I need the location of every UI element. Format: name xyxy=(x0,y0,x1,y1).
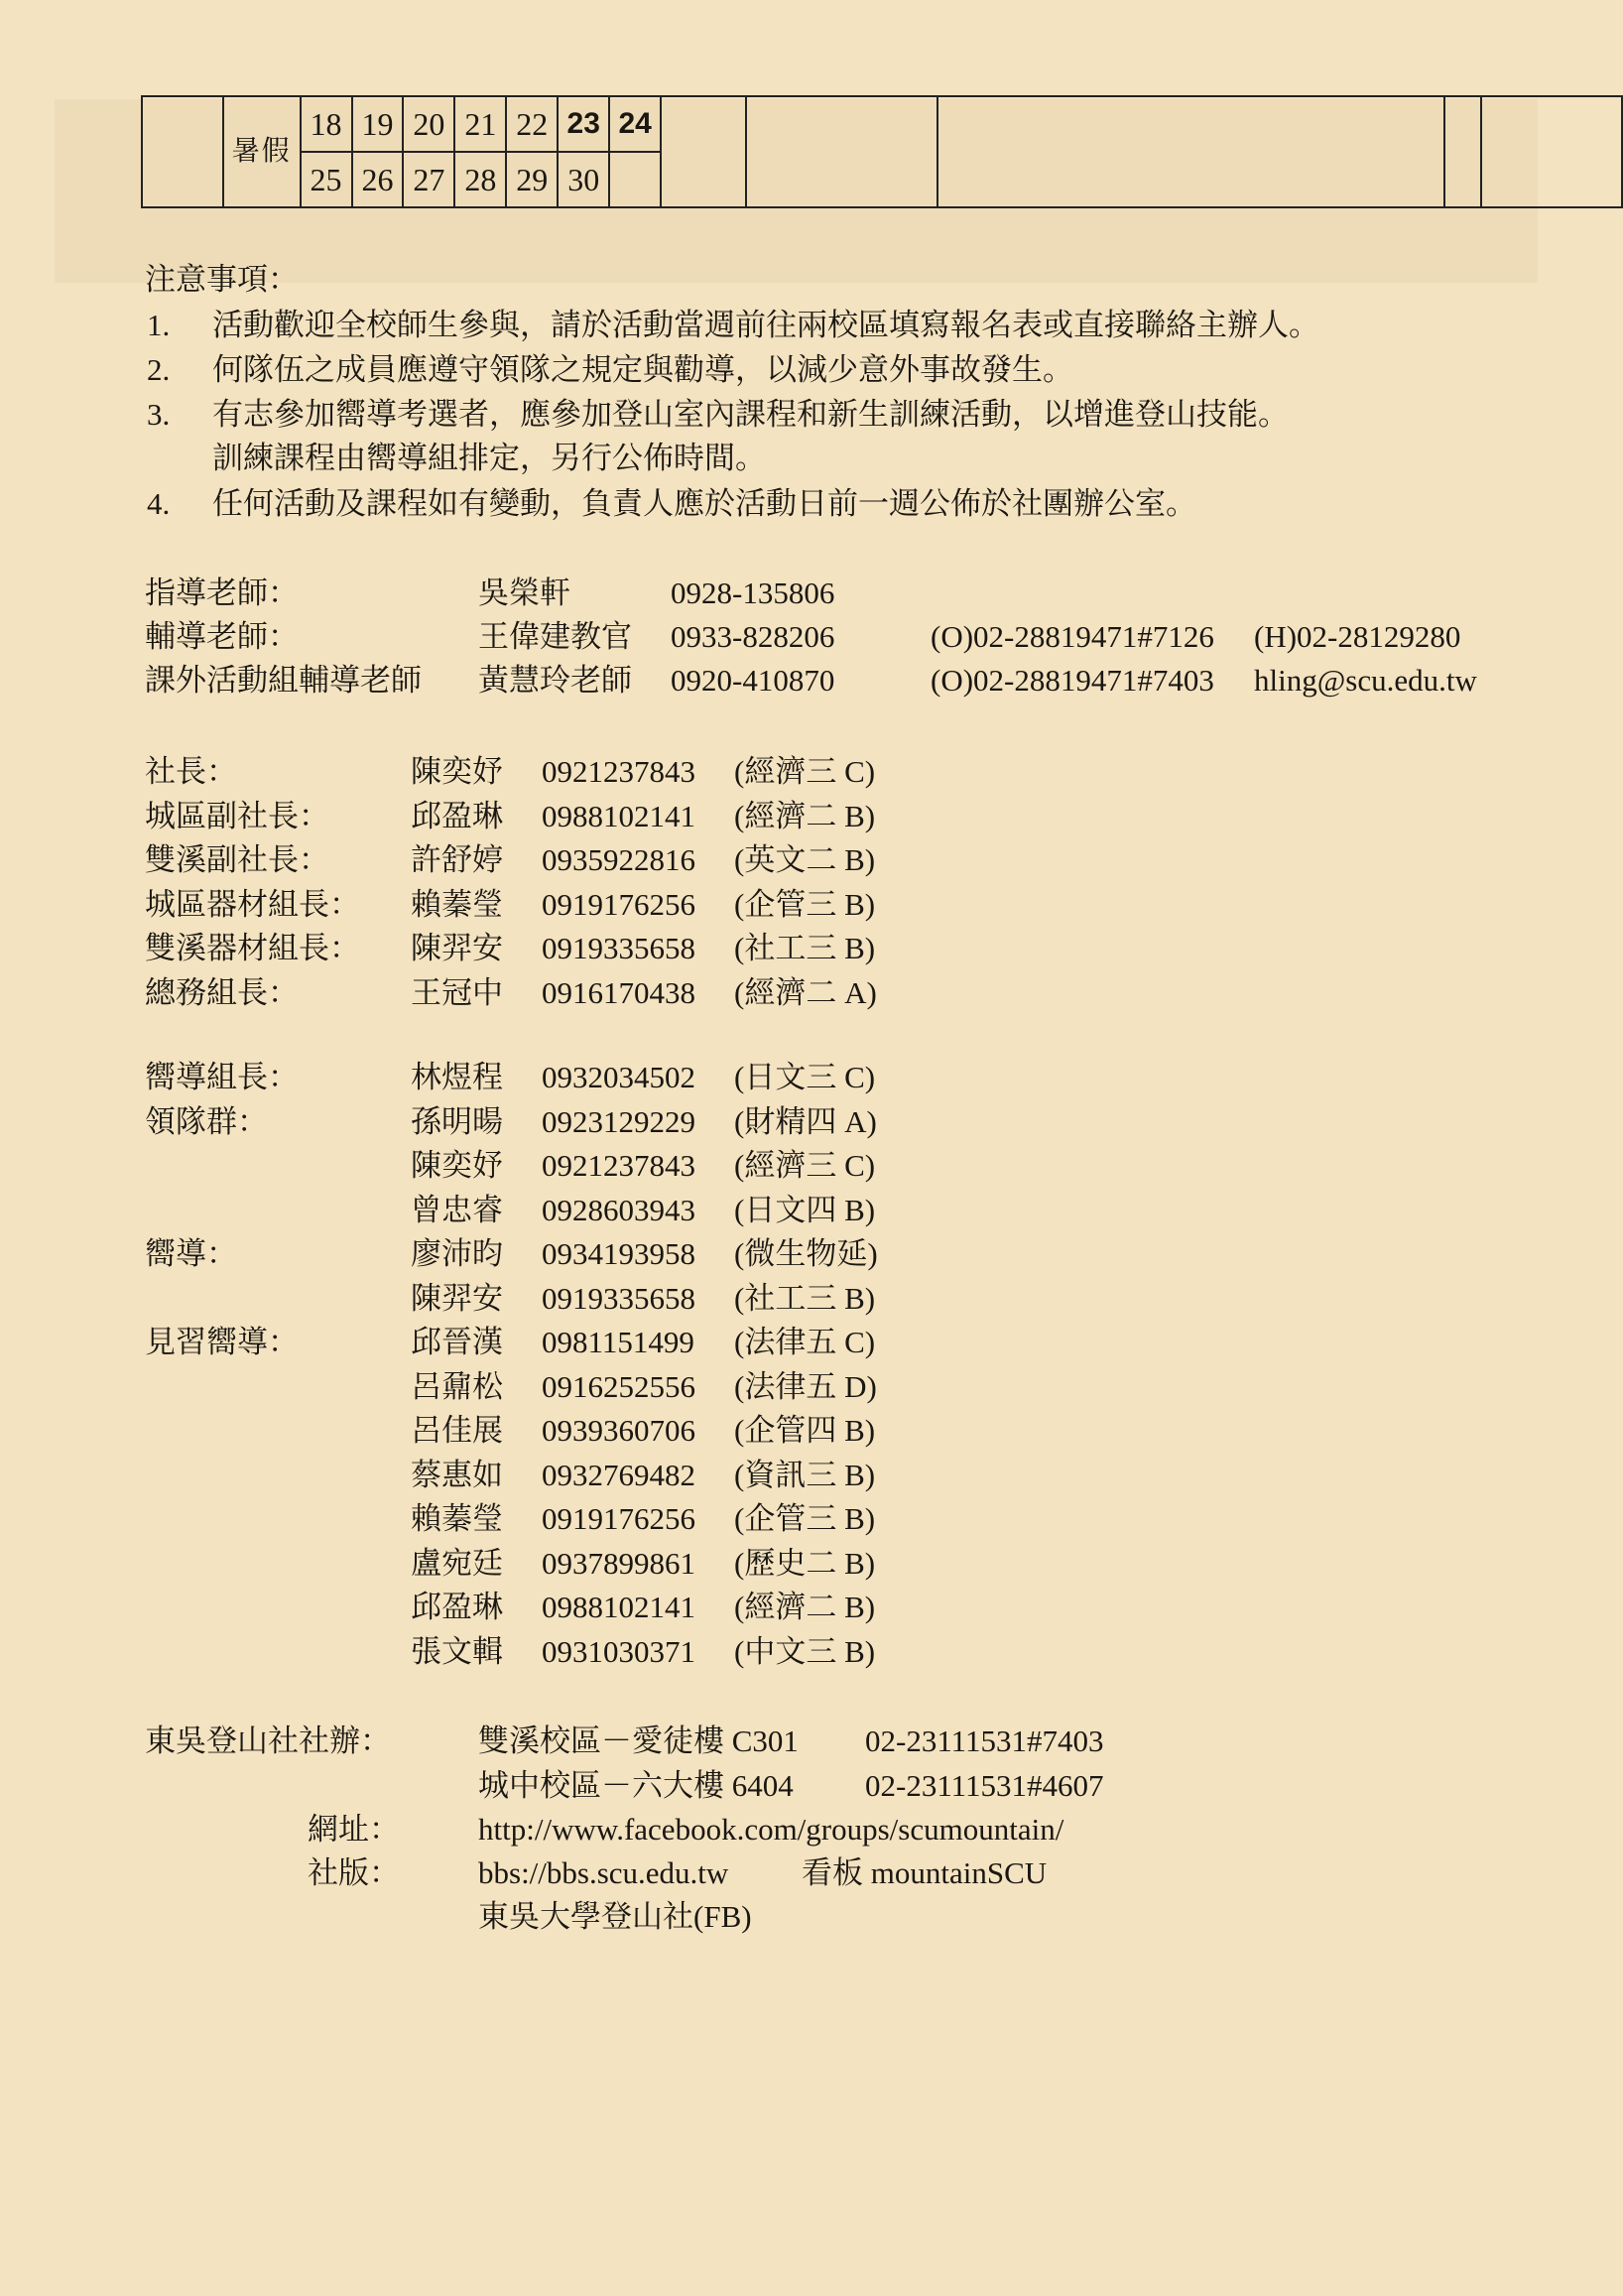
calendar-day xyxy=(609,152,661,207)
roster-dept: (日文三 C) xyxy=(734,1060,876,1094)
advisor-name: 王偉建教官 xyxy=(478,619,632,654)
roster-phone: 0923129229 xyxy=(542,1103,695,1139)
club-office-1: 雙溪校區－愛徒樓 C301 xyxy=(478,1723,799,1758)
bbs-link[interactable]: bbs://bbs.scu.edu.tw xyxy=(478,1855,729,1890)
roster-role: 嚮導組長： xyxy=(145,1060,299,1094)
calendar-day: 29 xyxy=(506,152,558,207)
facebook-page: 東吳大學登山社(FB) xyxy=(478,1899,752,1934)
calendar-day: 20 xyxy=(403,96,454,152)
roster-dept: (企管三 B) xyxy=(734,1501,876,1536)
roster-name: 林煜程 xyxy=(411,1060,503,1094)
roster-role: 總務組長： xyxy=(145,974,299,1010)
roster-phone: 0937899861 xyxy=(542,1545,695,1581)
roster-role: 雙溪副社長： xyxy=(145,842,329,877)
roster-role: 嚮導： xyxy=(145,1236,237,1271)
roster-dept: (經濟三 C) xyxy=(734,1148,876,1183)
note-number: 4. xyxy=(147,486,171,521)
roster-phone: 0939360706 xyxy=(542,1413,695,1448)
calendar-empty-cell xyxy=(937,96,1443,207)
roster-name: 張文輯 xyxy=(411,1633,503,1669)
roster-phone: 0935922816 xyxy=(542,842,695,877)
roster-phone: 0919335658 xyxy=(542,931,695,965)
note-text: 訓練課程由嚮導組排定，另行公佈時間。 xyxy=(212,441,766,475)
advisor-phone: 0920-410870 xyxy=(671,663,835,698)
roster-name: 呂佳展 xyxy=(411,1413,503,1448)
notes-title: 注意事項： xyxy=(145,262,299,297)
calendar-empty-cell xyxy=(1444,96,1482,207)
note-text: 何隊伍之成員應遵守領隊之規定與勸導，以減少意外事故發生。 xyxy=(212,352,1073,387)
roster-role: 社長： xyxy=(145,754,237,789)
roster-dept: (經濟三 C) xyxy=(734,754,876,789)
roster-dept: (日文四 B) xyxy=(734,1192,876,1227)
roster-role: 城區器材組長： xyxy=(145,886,360,922)
roster-phone: 0988102141 xyxy=(542,798,695,833)
note-text: 活動歡迎全校師生參與，請於活動當週前往兩校區填寫報名表或直接聯絡主辦人。 xyxy=(212,308,1319,342)
roster-phone: 0928603943 xyxy=(542,1192,695,1227)
roster-name: 呂鼐松 xyxy=(411,1368,503,1404)
roster-name: 王冠中 xyxy=(411,974,503,1010)
advisor-phone: 0933-828206 xyxy=(671,619,835,654)
roster-phone: 0932034502 xyxy=(542,1060,695,1094)
advisor-name: 吳榮軒 xyxy=(478,575,570,610)
roster-phone: 0921237843 xyxy=(542,1148,695,1183)
calendar-month-cell xyxy=(142,96,223,207)
roster-dept: (經濟二 B) xyxy=(734,798,876,833)
roster-phone: 0919335658 xyxy=(542,1280,695,1316)
roster-name: 盧宛廷 xyxy=(411,1545,503,1581)
roster-phone: 0919176256 xyxy=(542,1501,695,1536)
roster-phone: 0932769482 xyxy=(542,1457,695,1492)
roster-dept: (微生物延) xyxy=(734,1236,878,1271)
roster-dept: (英文二 B) xyxy=(734,842,876,877)
calendar-day: 26 xyxy=(352,152,404,207)
roster-phone: 0919176256 xyxy=(542,886,695,922)
roster-phone: 0931030371 xyxy=(542,1633,695,1669)
roster-dept: (法律五 C) xyxy=(734,1325,876,1359)
advisor-role: 輔導老師： xyxy=(145,619,299,654)
calendar-empty-cell xyxy=(661,96,746,207)
note-number: 1. xyxy=(147,308,171,342)
calendar-empty-cell xyxy=(746,96,937,207)
calendar-day: 18 xyxy=(301,96,352,152)
note-text: 有志參加嚮導考選者，應參加登山室內課程和新生訓練活動，以增進登山技能。 xyxy=(212,397,1289,432)
calendar-day: 25 xyxy=(301,152,352,207)
summer-calendar-strip xyxy=(141,95,1623,208)
advisor-name: 黃慧玲老師 xyxy=(478,663,632,698)
calendar-day: 30 xyxy=(558,152,609,207)
web-label: 網址： xyxy=(308,1812,400,1847)
club-office-2-phone: 02-23111531#4607 xyxy=(865,1768,1104,1803)
roster-dept: (經濟二 A) xyxy=(734,974,877,1010)
roster-name: 賴蓁瑩 xyxy=(411,1501,503,1536)
roster-role: 見習嚮導： xyxy=(145,1325,299,1359)
web-link[interactable]: http://www.facebook.com/groups/scumountain/ xyxy=(478,1812,1064,1847)
roster-name: 邱盈琳 xyxy=(411,1590,503,1624)
roster-name: 陳羿安 xyxy=(411,1280,503,1316)
roster-phone: 0988102141 xyxy=(542,1590,695,1624)
roster-name: 蔡惠如 xyxy=(411,1457,503,1492)
roster-role: 城區副社長： xyxy=(145,798,329,833)
roster-phone: 0981151499 xyxy=(542,1325,694,1359)
roster-name: 陳奕妤 xyxy=(411,1148,503,1183)
roster-dept: (中文三 B) xyxy=(734,1633,876,1669)
roster-dept: (財精四 A) xyxy=(734,1103,877,1139)
calendar-label: 暑假 xyxy=(223,96,301,207)
calendar-day: 19 xyxy=(352,96,404,152)
bbs-label: 社版： xyxy=(308,1855,400,1890)
club-office-1-phone: 02-23111531#7403 xyxy=(865,1723,1104,1758)
roster-name: 邱晉漢 xyxy=(411,1325,503,1359)
roster-name: 陳羿安 xyxy=(411,931,503,965)
roster-role: 雙溪器材組長： xyxy=(145,931,360,965)
roster-name: 陳奕妤 xyxy=(411,754,503,789)
club-office-label: 東吳登山社社辦： xyxy=(145,1723,391,1758)
roster-dept: (企管三 B) xyxy=(734,886,876,922)
roster-dept: (資訊三 B) xyxy=(734,1457,876,1492)
roster-dept: (社工三 B) xyxy=(734,931,876,965)
note-number: 3. xyxy=(147,397,171,432)
advisor-role: 指導老師： xyxy=(145,575,299,610)
note-number: 2. xyxy=(147,352,171,387)
roster-phone: 0934193958 xyxy=(542,1236,695,1271)
roster-name: 邱盈琳 xyxy=(411,798,503,833)
calendar-day: 27 xyxy=(403,152,454,207)
advisor-office-phone: (O)02-28819471#7126 xyxy=(931,619,1214,654)
advisor-home-phone: (H)02-28129280 xyxy=(1254,619,1461,654)
roster-dept: (法律五 D) xyxy=(734,1368,877,1404)
club-office-2: 城中校區－六大樓 6404 xyxy=(478,1768,794,1803)
roster-role: 領隊群： xyxy=(145,1103,268,1139)
roster-dept: (歷史二 B) xyxy=(734,1545,876,1581)
roster-dept: (社工三 B) xyxy=(734,1280,876,1316)
calendar-day: 23 xyxy=(558,96,609,152)
calendar-day: 28 xyxy=(454,152,506,207)
roster-name: 廖沛昀 xyxy=(411,1236,503,1271)
roster-phone: 0916170438 xyxy=(542,974,695,1010)
roster-phone: 0921237843 xyxy=(542,754,695,789)
advisor-phone: 0928-135806 xyxy=(671,575,835,610)
roster-dept: (企管四 B) xyxy=(734,1413,876,1448)
roster-phone: 0916252556 xyxy=(542,1368,695,1404)
roster-name: 許舒婷 xyxy=(411,842,503,877)
roster-name: 賴蓁瑩 xyxy=(411,886,503,922)
bbs-board: 看板 mountainSCU xyxy=(802,1855,1048,1890)
advisor-role: 課外活動組輔導老師 xyxy=(145,663,422,698)
calendar-empty-cell xyxy=(1481,96,1622,207)
calendar-day: 22 xyxy=(506,96,558,152)
calendar-day: 21 xyxy=(454,96,506,152)
roster-dept: (經濟二 B) xyxy=(734,1590,876,1624)
roster-name: 孫明暘 xyxy=(411,1103,503,1139)
roster-name: 曾忠睿 xyxy=(411,1192,503,1227)
advisor-office-phone: (O)02-28819471#7403 xyxy=(931,663,1214,698)
calendar-row xyxy=(142,96,1622,152)
calendar-day: 24 xyxy=(609,96,661,152)
advisor-email: hling@scu.edu.tw xyxy=(1254,663,1477,698)
note-text: 任何活動及課程如有變動，負責人應於活動日前一週公佈於社團辦公室。 xyxy=(212,486,1196,521)
